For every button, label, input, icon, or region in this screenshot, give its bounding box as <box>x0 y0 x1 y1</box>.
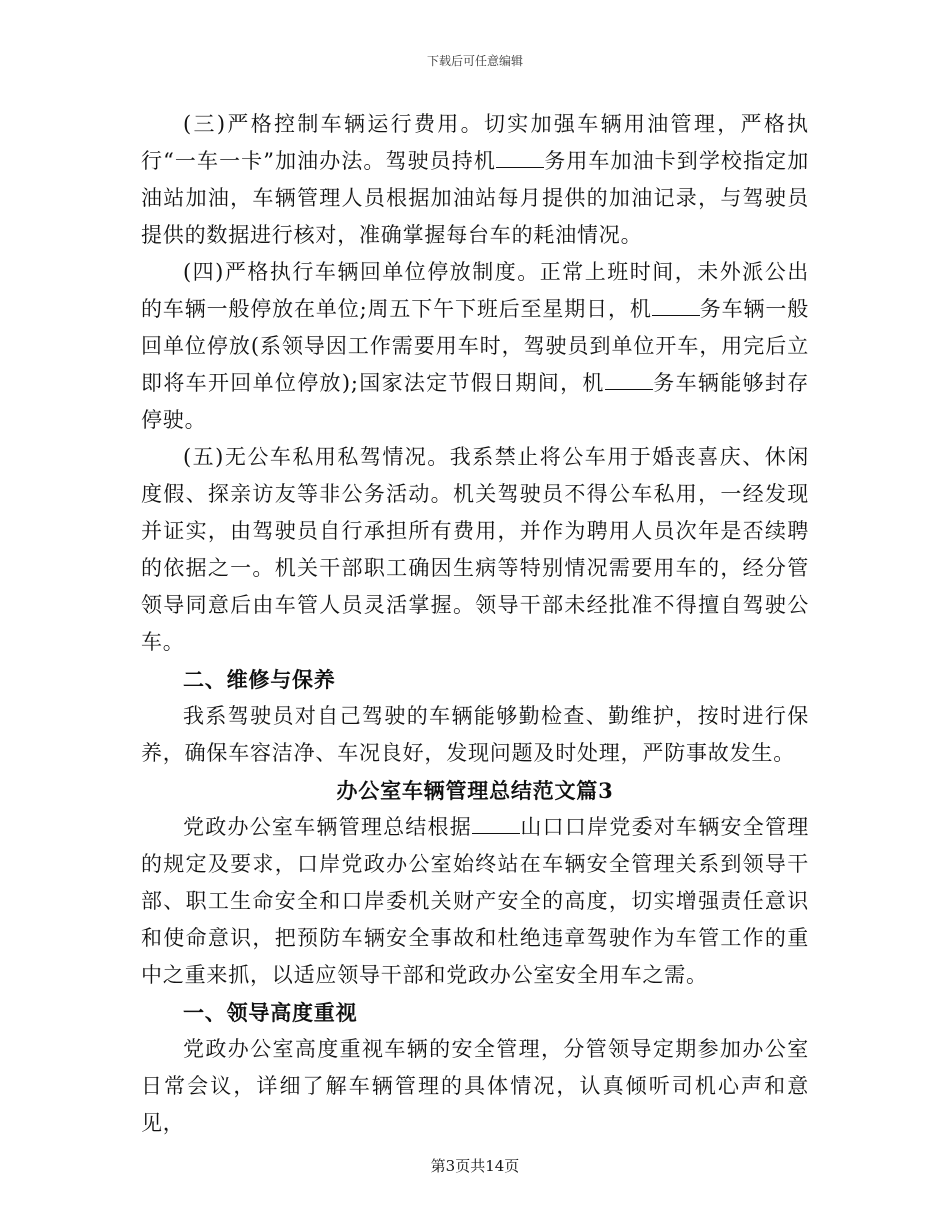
paragraph-text: 党政办公室车辆管理总结根据 <box>183 815 472 839</box>
page-header-note: 下载后可任意编辑 <box>426 54 523 68</box>
document-body <box>141 106 809 1142</box>
blank-underline <box>472 815 520 834</box>
paragraph-text: 务车辆一般回单位停放(系领导因工作需要用车时，驾驶员到单位开车，用完后立即将车开回单位停放);国家法定节假日期间，机 <box>141 297 809 395</box>
paragraph-private-use: (五)无公车私用私驾情况。我系禁止将公车用于婚丧喜庆、休闲度假、探亲访友等非公务活动。机关驾驶员不得公车私用，一经发现并证实，由驾驶员自行承担所有费用，并作为聘用人员次年是否续聘的依据之一。机关干部职工确因生病等特别情况需要用车的，经分管领导同意后由车管人员灵活掌握。领导干部未经批准不得擅自驾驶公车。 <box>141 445 809 654</box>
paragraph-text: 山口口岸党委对车辆安全管理的规定及要求，口岸党政办公室始终站在车辆安全管理关系到领导干部、职工生命安全和口岸委机关财产安全的高度，切实增强责任意识和使命意识，把预防车辆安全事故和杜绝违章驾驶作为车管工作的重中之重来抓，以适应领导干部和党政办公室安全用车之需。 <box>141 815 809 987</box>
paragraph-text: 务用车加油卡到学校指定加油站加油，车辆管理人员根据加油站每月提供的加油记录，与驾驶员提供的数据进行核对，准确掌握每台车的耗油情况。 <box>141 149 809 247</box>
blank-underline <box>652 297 700 316</box>
paragraph-text: (三)严格控制车辆运行费用。切实加强车辆用油管理，严格执行“一车一卡”加油办法。驾驶员持机 <box>141 112 809 173</box>
blank-underline <box>496 149 544 168</box>
article-title: 办公室车辆管理总结范文篇3 <box>336 778 614 803</box>
paragraph-text: 务车辆能够封存停驶。 <box>141 371 809 432</box>
section-heading-leadership: 一、领导高度重视 <box>183 1000 358 1025</box>
paragraph-maintenance: 我系驾驶员对自己驾驶的车辆能够勤检查、勤维护，按时进行保养，确保车容洁净、车况良好，发现问题及时处理，严防事故发生。 <box>141 704 809 765</box>
paragraph-leadership: 党政办公室高度重视车辆的安全管理，分管领导定期参加办公室日常会议，详细了解车辆管理的具体情况，认真倾听司机心声和意见， <box>141 1037 809 1135</box>
paragraph-parking <box>141 254 809 439</box>
paragraph-fuel-cost <box>141 106 809 254</box>
paragraph-text: (四)严格执行车辆回单位停放制度。正常上班时间，未外派公出的车辆一般停放在单位;周五下午下班后至星期日，机 <box>141 260 809 321</box>
section-heading-maintenance: 二、维修与保养 <box>183 667 336 692</box>
blank-underline <box>605 371 653 390</box>
page-number: 第3页共14页 <box>430 1157 520 1175</box>
paragraph-intro <box>141 809 809 994</box>
